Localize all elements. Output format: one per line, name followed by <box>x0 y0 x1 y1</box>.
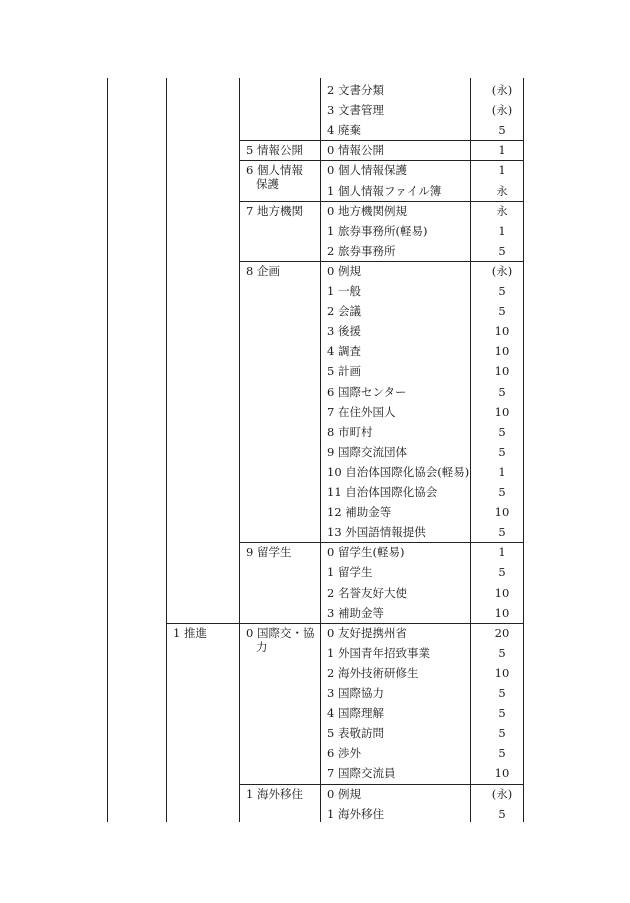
retention-value: 5 <box>498 746 506 760</box>
retention-value: 5 <box>498 284 506 298</box>
table-row-line <box>239 160 524 161</box>
retention-value: 1 <box>498 545 506 559</box>
retention-value: 5 <box>498 525 506 539</box>
table-col-line <box>470 78 471 822</box>
retention-value: 永 <box>496 204 508 218</box>
retention-value: 5 <box>498 445 506 459</box>
retention-value: 永 <box>496 184 508 198</box>
table-row-line <box>239 784 524 785</box>
table-col-line <box>107 78 108 822</box>
item-label: 5 計画 <box>327 364 361 378</box>
item-label: 1 個人情報ファイル簿 <box>327 184 442 198</box>
item-label: 4 国際理解 <box>327 706 384 720</box>
retention-value: 5 <box>498 385 506 399</box>
item-label: 5 表敬訪問 <box>327 726 384 740</box>
retention-value: 1 <box>498 143 506 157</box>
group-label: 1 海外移住 <box>246 787 303 801</box>
item-label: 13 外国語情報提供 <box>327 525 426 539</box>
retention-value: 10 <box>494 766 510 780</box>
retention-value: 20 <box>494 626 510 640</box>
table-row-line <box>239 261 524 262</box>
item-label: 1 留学生 <box>327 565 373 579</box>
item-label: 0 情報公開 <box>327 143 384 157</box>
item-label: 0 留学生(軽易) <box>327 545 405 559</box>
item-label: 3 補助金等 <box>327 606 384 620</box>
item-label: 8 市町村 <box>327 425 373 439</box>
item-label: 4 廃棄 <box>327 123 361 137</box>
item-label: 0 例規 <box>327 787 361 801</box>
item-label: 11 自治体国際化協会 <box>327 485 438 499</box>
table-col-line <box>166 78 167 822</box>
item-label: 0 例規 <box>327 264 361 278</box>
item-label: 2 文書分類 <box>327 83 384 97</box>
retention-value: 10 <box>494 324 510 338</box>
group-label: 8 企画 <box>246 264 280 278</box>
table-col-line <box>320 78 321 822</box>
item-label: 2 会議 <box>327 304 361 318</box>
retention-value: (永) <box>491 103 513 117</box>
table-row-line <box>239 542 524 543</box>
retention-value: 5 <box>498 123 506 137</box>
retention-value: 1 <box>498 224 506 238</box>
table-row-line <box>239 201 524 202</box>
retention-value: 5 <box>498 807 506 821</box>
item-label: 7 国際交流員 <box>327 766 396 780</box>
retention-value: 10 <box>494 586 510 600</box>
item-label: 1 旅券事務所(軽易) <box>327 224 428 238</box>
retention-value: 5 <box>498 244 506 258</box>
retention-value: (永) <box>491 264 513 278</box>
retention-value: 1 <box>498 163 506 177</box>
item-label: 0 個人情報保護 <box>327 163 407 177</box>
table-row-line <box>239 140 524 141</box>
group-label: 5 情報公開 <box>246 143 303 157</box>
retention-value: 5 <box>498 425 506 439</box>
retention-value: 5 <box>498 646 506 660</box>
item-label: 7 在住外国人 <box>327 405 396 419</box>
group-label-cont: 力 <box>256 640 268 654</box>
item-label: 6 国際センター <box>327 385 407 399</box>
retention-value: 5 <box>498 686 506 700</box>
group-label: 6 個人情報 <box>246 163 303 177</box>
item-label: 2 旅券事務所 <box>327 244 396 258</box>
retention-value: 1 <box>498 465 506 479</box>
item-label: 1 外国青年招致事業 <box>327 646 430 660</box>
retention-value: (永) <box>491 83 513 97</box>
group-label-cont: 保護 <box>256 177 279 191</box>
item-label: 9 国際交流団体 <box>327 445 407 459</box>
item-label: 1 一般 <box>327 284 361 298</box>
item-label: 0 友好提携州省 <box>327 626 407 640</box>
item-label: 3 国際協力 <box>327 686 384 700</box>
item-label: 3 後援 <box>327 324 361 338</box>
retention-value: 5 <box>498 304 506 318</box>
retention-value: 5 <box>498 726 506 740</box>
group-label: 7 地方機関 <box>246 204 303 218</box>
retention-value: 10 <box>494 505 510 519</box>
retention-value: 5 <box>498 565 506 579</box>
item-label: 6 渉外 <box>327 746 361 760</box>
item-label: 2 海外技術研修生 <box>327 666 419 680</box>
item-label: 2 名誉友好大使 <box>327 586 407 600</box>
group-label: 9 留学生 <box>246 545 292 559</box>
retention-value: 10 <box>494 364 510 378</box>
item-label: 4 調査 <box>327 344 361 358</box>
retention-value: 5 <box>498 485 506 499</box>
item-label: 10 自治体国際化協会(軽易) <box>327 465 470 479</box>
table-row-line <box>166 623 524 624</box>
group-label: 0 国際交・協 <box>246 626 315 640</box>
retention-value: 5 <box>498 706 506 720</box>
retention-value: (永) <box>491 787 513 801</box>
item-label: 1 海外移住 <box>327 807 384 821</box>
section-label: 1 推進 <box>173 626 207 640</box>
retention-value: 10 <box>494 405 510 419</box>
retention-value: 10 <box>494 666 510 680</box>
table-col-line <box>239 78 240 822</box>
item-label: 3 文書管理 <box>327 103 384 117</box>
item-label: 12 補助金等 <box>327 505 392 519</box>
retention-value: 10 <box>494 344 510 358</box>
retention-value: 10 <box>494 606 510 620</box>
item-label: 0 地方機関例規 <box>327 204 407 218</box>
